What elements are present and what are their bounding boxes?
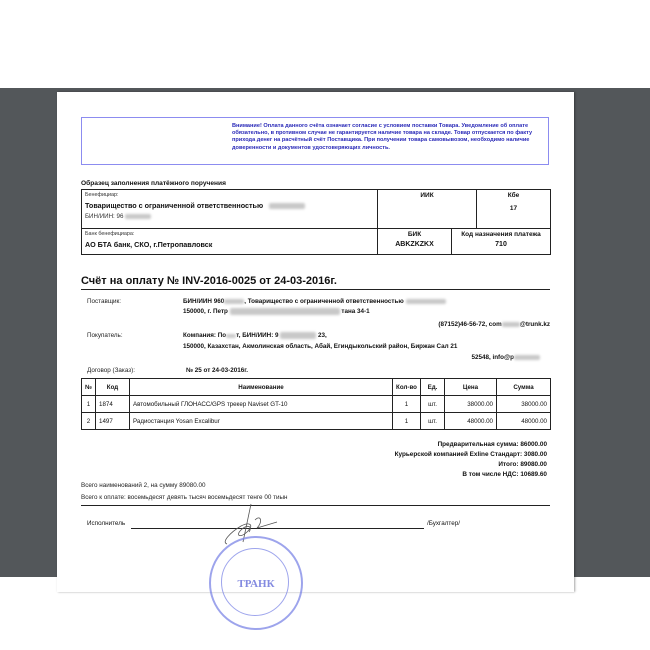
row-code: 1497 — [96, 413, 130, 430]
col-qty: Кол-во — [393, 379, 421, 396]
invoice-page — [57, 92, 574, 592]
buyer-bin-end: 23, — [318, 332, 327, 340]
col-code: Код — [96, 379, 130, 396]
items-header-row — [82, 379, 551, 396]
row-number: 1 — [82, 396, 96, 413]
bik-cell — [378, 229, 452, 255]
iik-label: ИИК — [420, 192, 434, 199]
payment-notice-box — [81, 117, 549, 165]
supplier-line-2 — [183, 308, 370, 315]
col-price: Цена — [445, 379, 497, 396]
row-number: 2 — [82, 413, 96, 430]
redacted-area — [230, 308, 340, 315]
col-sum: Сумма — [497, 379, 551, 396]
bank-label: Банк бенефициара: — [85, 231, 135, 237]
row-qty: 1 — [393, 413, 421, 430]
buyer-line-1 — [183, 332, 327, 339]
payment-code-cell — [452, 229, 551, 255]
vat: В том числе НДС: 10689.60 — [462, 471, 547, 478]
row-unit: шт. — [421, 396, 445, 413]
supplier-address-end: тана 34-1 — [341, 308, 370, 316]
redacted-area — [280, 332, 316, 339]
totals-block — [395, 440, 547, 480]
buyer-company: Компания: По — [183, 332, 227, 340]
row-unit: шт. — [421, 413, 445, 430]
col-number: № — [82, 379, 96, 396]
supplier-address-start: 150000, г. Петр — [183, 308, 228, 316]
buyer-email: 52548, info@p — [471, 354, 514, 361]
kbe-label: Кбе — [507, 192, 520, 199]
iik-cell — [378, 190, 477, 229]
table-row — [82, 413, 551, 430]
amount-in-words: Всего к оплате: восемьдесят девять тысяч восемьдесят тенге 00 тиын — [81, 494, 288, 501]
divider — [81, 505, 550, 506]
supplier-email-domain: @trunk.kz — [519, 321, 550, 328]
supplier-line-1 — [183, 298, 446, 305]
row-price: 48000.00 — [445, 413, 497, 430]
beneficiary-label: Бенефициар: — [85, 192, 119, 198]
buyer-bin-label: т, БИН/ИИН: 9 — [236, 332, 279, 340]
executor-label: Исполнитель — [87, 520, 126, 527]
supplier-name: , Товарищество с ограниченной ответственностью — [244, 298, 404, 305]
document-viewer[interactable] — [0, 88, 650, 590]
invoice-title: Счёт на оплату № INV-2016-0025 от 24-03-2016г. — [81, 275, 550, 290]
row-name: Радиостанция Yosan Excalibur — [130, 413, 393, 430]
row-sum: 48000.00 — [497, 413, 551, 430]
items-count-summary: Всего наименований 2, на сумму 89080.00 — [81, 482, 206, 489]
payment-notice-text: Внимание! Оплата данного счёта означает согласие с условием поставки Товара. Уведомление об оплате обязательно, в противном случае не гарантируется наличие товара на складе. Товар отпускается по факту прихода денег на расчётный счёт Поставщика. При получении товара самовывозом, необходимо наличие доверенности и документов удостоверяющих личность. — [232, 123, 533, 151]
supplier-phone: (87152)46-56-72, com — [438, 321, 502, 328]
contract-value: № 25 от 24-03-2016г. — [186, 367, 248, 374]
redacted-area — [514, 355, 540, 360]
bank-cell — [82, 229, 378, 255]
kbe-cell — [477, 190, 551, 229]
courier-cost: Курьерской компанией Exline Стандарт: 3080.00 — [394, 451, 547, 458]
buyer-address: 150000, Казахстан, Акмолинская область, Абай, Егиндыкольский район, Биржан Сал 21 — [183, 343, 458, 350]
buyer-contact — [471, 354, 540, 361]
payment-code-value: 710 — [495, 241, 507, 248]
subtotal: Предварительная сумма: 86000.00 — [437, 441, 547, 448]
beneficiary-name: Товарищество с ограниченной ответственностью — [85, 201, 264, 210]
kbe-value: 17 — [509, 205, 518, 212]
redacted-area — [502, 322, 520, 327]
total: Итого: 89080.00 — [498, 461, 547, 468]
redacted-area — [125, 214, 151, 219]
supplier-contact — [438, 321, 550, 328]
accountant-label: /Бухгалтер/ — [427, 520, 460, 527]
row-code: 1874 — [96, 396, 130, 413]
col-name: Наименование — [130, 379, 393, 396]
supplier-label: Поставщик: — [87, 298, 122, 305]
row-qty: 1 — [393, 396, 421, 413]
redacted-area — [226, 334, 236, 338]
contract-label: Договор (Заказ): — [87, 367, 135, 374]
redacted-area — [269, 203, 305, 209]
bank-name: АО БТА банк, СКО, г.Петропавловск — [85, 240, 213, 249]
bik-label: БИК — [407, 231, 422, 238]
row-price: 38000.00 — [445, 396, 497, 413]
redacted-area — [224, 299, 244, 304]
row-name: Автомобильный ГЛОНАСС/GPS трекер Naviset GT-10 — [130, 396, 393, 413]
supplier-bin: БИН/ИИН 960 — [183, 298, 225, 305]
payment-sample-title: Образец заполнения платёжного поручения — [81, 180, 226, 187]
buyer-label: Покупатель: — [87, 332, 123, 339]
stamp-text: ТРАНК — [237, 578, 275, 590]
table-row — [82, 396, 551, 413]
beneficiary-cell — [82, 190, 378, 229]
payment-details-table — [81, 189, 551, 255]
redacted-area — [406, 299, 446, 304]
beneficiary-bin: БИН/ИИН: 96 — [85, 213, 124, 220]
company-stamp — [209, 536, 303, 630]
col-unit: Ед. — [421, 379, 445, 396]
payment-code-label: Код назначения платежа — [461, 231, 541, 238]
bik-value: ABKZKZKX — [395, 241, 434, 248]
row-sum: 38000.00 — [497, 396, 551, 413]
items-table — [81, 378, 551, 430]
